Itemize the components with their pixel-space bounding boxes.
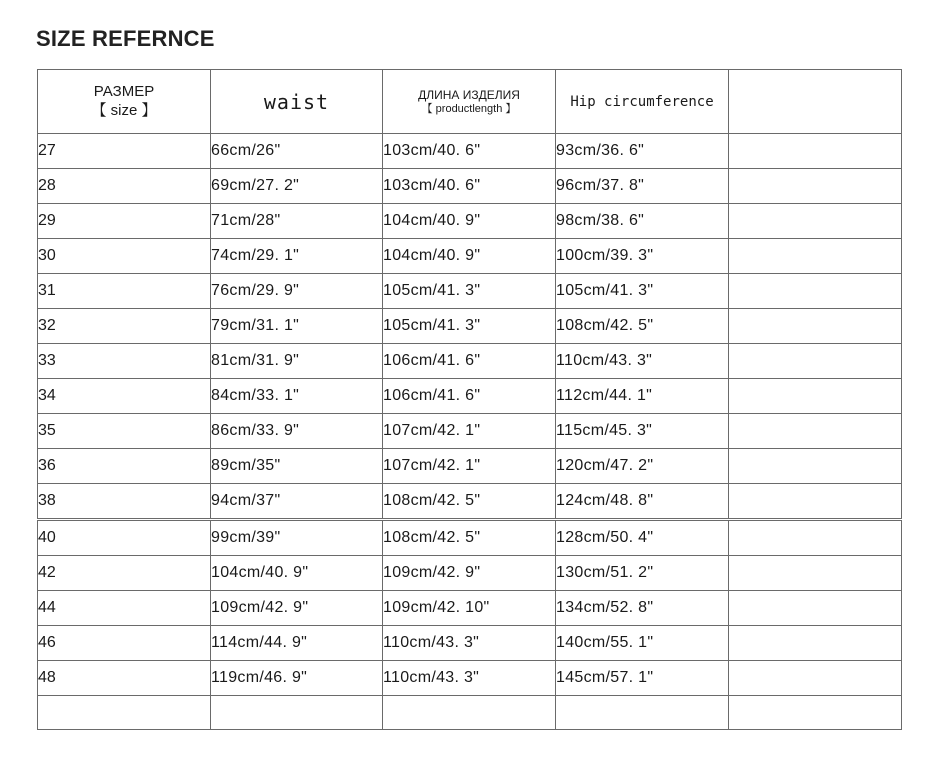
table-row-empty <box>38 696 902 730</box>
cell-waist: 76cm/29. 9" <box>211 274 383 309</box>
cell-size: 28 <box>38 169 211 204</box>
cell-waist: 99cm/39" <box>211 520 383 556</box>
table-row <box>38 556 902 591</box>
table-row <box>38 134 902 169</box>
table-row <box>38 591 902 626</box>
cell-extra <box>729 169 902 204</box>
cell-size: 38 <box>38 484 211 520</box>
cell-hip: 140cm/55. 1" <box>556 626 729 661</box>
cell-waist: 81cm/31. 9" <box>211 344 383 379</box>
cell-size: 35 <box>38 414 211 449</box>
table-row <box>38 204 902 239</box>
cell-length: 104cm/40. 9" <box>383 204 556 239</box>
cell-length: 104cm/40. 9" <box>383 239 556 274</box>
table-row <box>38 449 902 484</box>
cell-size: 32 <box>38 309 211 344</box>
header-size-label: РАЗМЕР <box>93 82 155 100</box>
header-waist-label: waist <box>263 89 330 114</box>
cell-size: 34 <box>38 379 211 414</box>
cell-waist: 94cm/37" <box>211 484 383 520</box>
cell-length: 109cm/42. 9" <box>383 556 556 591</box>
cell-hip: 108cm/42. 5" <box>556 309 729 344</box>
cell-waist: 119cm/46. 9" <box>211 661 383 696</box>
page-title: SIZE REFERNCE <box>36 26 215 51</box>
cell-empty <box>383 696 556 730</box>
table-row <box>38 274 902 309</box>
header-hip <box>556 70 729 134</box>
cell-waist: 84cm/33. 1" <box>211 379 383 414</box>
cell-size: 29 <box>38 204 211 239</box>
table-row <box>38 239 902 274</box>
table-row <box>38 344 902 379</box>
cell-size: 30 <box>38 239 211 274</box>
cell-length: 106cm/41. 6" <box>383 344 556 379</box>
table-row <box>38 626 902 661</box>
cell-size: 31 <box>38 274 211 309</box>
cell-extra <box>729 309 902 344</box>
cell-length: 109cm/42. 10" <box>383 591 556 626</box>
cell-waist: 109cm/42. 9" <box>211 591 383 626</box>
cell-size: 42 <box>38 556 211 591</box>
cell-extra <box>729 520 902 556</box>
table-row <box>38 414 902 449</box>
cell-waist: 66cm/26" <box>211 134 383 169</box>
cell-hip: 128cm/50. 4" <box>556 520 729 556</box>
header-length-sublabel: 【 productlength 】 <box>421 102 517 115</box>
cell-empty <box>556 696 729 730</box>
cell-extra <box>729 134 902 169</box>
cell-hip: 115cm/45. 3" <box>556 414 729 449</box>
cell-length: 106cm/41. 6" <box>383 379 556 414</box>
cell-waist: 79cm/31. 1" <box>211 309 383 344</box>
cell-length: 105cm/41. 3" <box>383 274 556 309</box>
cell-hip: 145cm/57. 1" <box>556 661 729 696</box>
cell-length: 103cm/40. 6" <box>383 169 556 204</box>
cell-hip: 98cm/38. 6" <box>556 204 729 239</box>
cell-size: 27 <box>38 134 211 169</box>
cell-waist: 86cm/33. 9" <box>211 414 383 449</box>
cell-waist: 74cm/29. 1" <box>211 239 383 274</box>
cell-waist: 69cm/27. 2" <box>211 169 383 204</box>
cell-length: 108cm/42. 5" <box>383 484 556 520</box>
table-row <box>38 379 902 414</box>
cell-hip: 124cm/48. 8" <box>556 484 729 520</box>
cell-size: 48 <box>38 661 211 696</box>
cell-extra <box>729 626 902 661</box>
cell-extra <box>729 414 902 449</box>
header-extra <box>729 70 902 134</box>
cell-length: 107cm/42. 1" <box>383 414 556 449</box>
header-size-sublabel: 【 size 】 <box>91 101 157 119</box>
cell-hip: 120cm/47. 2" <box>556 449 729 484</box>
cell-size: 33 <box>38 344 211 379</box>
cell-hip: 96cm/37. 8" <box>556 169 729 204</box>
cell-size: 46 <box>38 626 211 661</box>
header-size <box>38 70 211 134</box>
cell-hip: 100cm/39. 3" <box>556 239 729 274</box>
table-row <box>38 169 902 204</box>
cell-hip: 112cm/44. 1" <box>556 379 729 414</box>
cell-extra <box>729 591 902 626</box>
cell-extra <box>729 484 902 520</box>
cell-waist: 71cm/28" <box>211 204 383 239</box>
cell-waist: 114cm/44. 9" <box>211 626 383 661</box>
table-header-row <box>38 70 902 134</box>
cell-extra <box>729 449 902 484</box>
cell-size: 36 <box>38 449 211 484</box>
cell-empty <box>729 696 902 730</box>
cell-hip: 93cm/36. 6" <box>556 134 729 169</box>
cell-hip: 105cm/41. 3" <box>556 274 729 309</box>
cell-extra <box>729 274 902 309</box>
cell-waist: 89cm/35" <box>211 449 383 484</box>
cell-hip: 110cm/43. 3" <box>556 344 729 379</box>
header-waist <box>211 70 383 134</box>
cell-waist: 104cm/40. 9" <box>211 556 383 591</box>
cell-length: 107cm/42. 1" <box>383 449 556 484</box>
cell-empty <box>38 696 211 730</box>
header-length <box>383 70 556 134</box>
table-row <box>38 661 902 696</box>
cell-hip: 134cm/52. 8" <box>556 591 729 626</box>
cell-size: 44 <box>38 591 211 626</box>
size-chart-table <box>37 69 902 730</box>
table-row <box>38 520 902 556</box>
table-row <box>38 309 902 344</box>
cell-hip: 130cm/51. 2" <box>556 556 729 591</box>
cell-length: 103cm/40. 6" <box>383 134 556 169</box>
cell-extra <box>729 239 902 274</box>
header-length-label: ДЛИНА ИЗДЕЛИЯ <box>418 87 520 102</box>
cell-extra <box>729 344 902 379</box>
cell-extra <box>729 556 902 591</box>
cell-empty <box>211 696 383 730</box>
header-hip-label: Hip circumference <box>570 93 714 110</box>
cell-extra <box>729 661 902 696</box>
cell-extra <box>729 379 902 414</box>
cell-length: 108cm/42. 5" <box>383 520 556 556</box>
cell-length: 110cm/43. 3" <box>383 626 556 661</box>
cell-extra <box>729 204 902 239</box>
table-row <box>38 484 902 520</box>
cell-length: 105cm/41. 3" <box>383 309 556 344</box>
cell-size: 40 <box>38 520 211 556</box>
cell-length: 110cm/43. 3" <box>383 661 556 696</box>
